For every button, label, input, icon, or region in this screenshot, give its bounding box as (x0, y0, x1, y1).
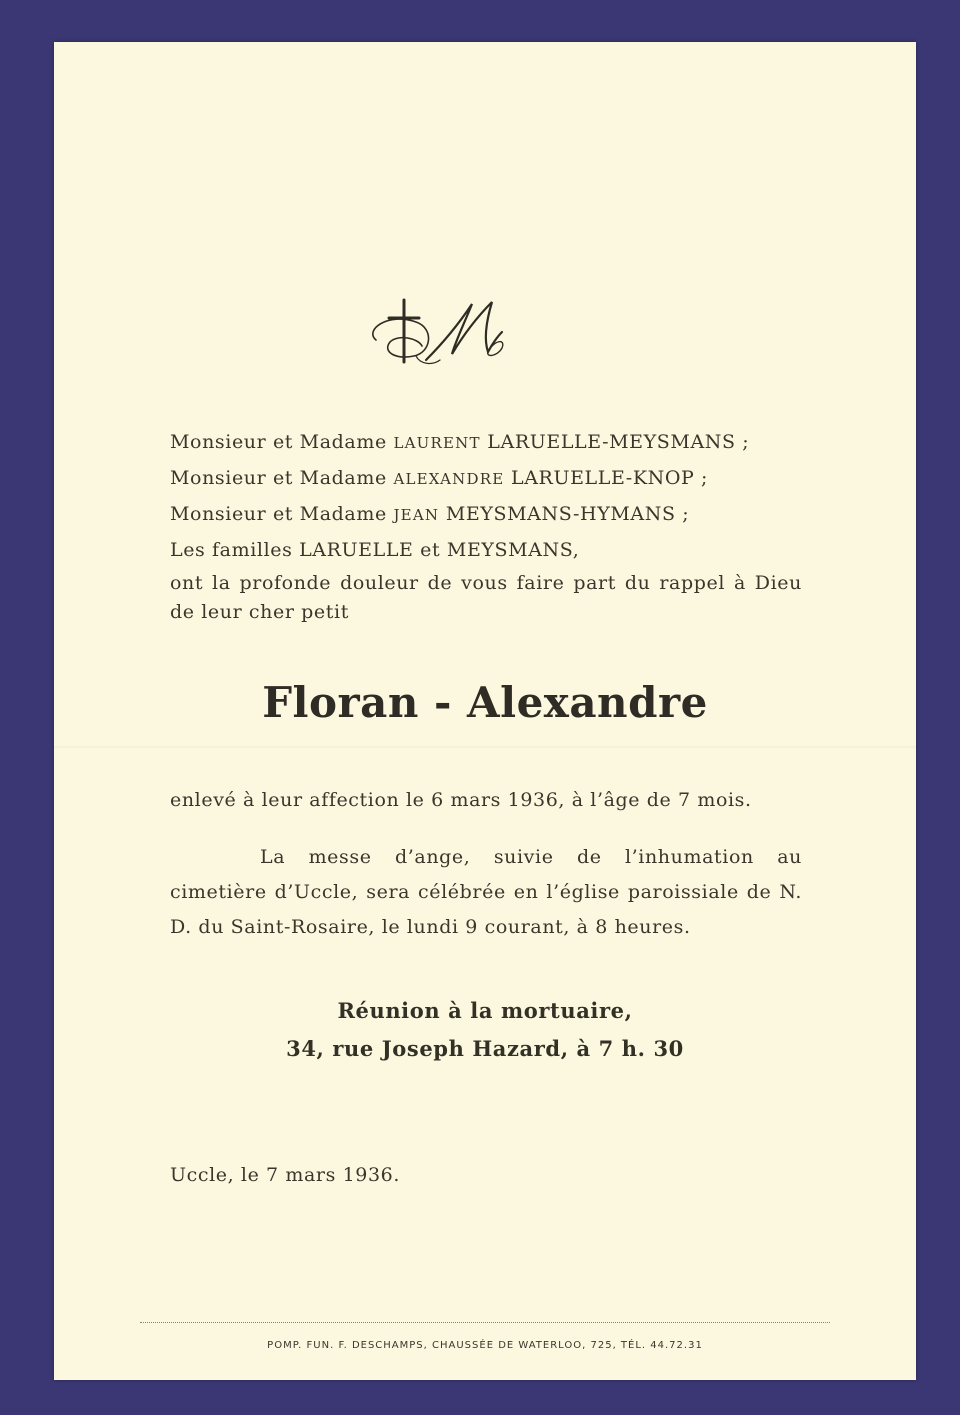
paper-fold (54, 746, 916, 749)
place-date: Uccle, le 7 mars 1936. (170, 1164, 400, 1186)
family-prefix: Monsieur et Madame (170, 503, 394, 525)
meeting-line-1: Réunion à la mortuaire, (337, 998, 633, 1023)
family-first-name: LAURENT (393, 434, 481, 452)
family-last-name: MEYSMANS-HYMANS ; (439, 503, 690, 525)
printer-imprint: POMP. FUN. F. DESCHAMPS, CHAUSSÉE DE WATERLOO, 725, TÉL. 44.72.31 (267, 1340, 703, 1351)
family-first-name: ALEXANDRE (393, 470, 505, 488)
intro-text: ont la profonde douleur de vous faire part du rappel à Dieu de leur cher petit (170, 572, 802, 623)
dotted-divider (140, 1322, 830, 1323)
meeting-line-2: 34, rue Joseph Hazard, à 7 h. 30 (286, 1036, 684, 1061)
family-line-3 (170, 496, 802, 532)
family-line-2 (170, 460, 802, 496)
removed-text: enlevé à leur affection le 6 mars 1936, à l’âge de 7 mois. (170, 789, 752, 811)
deceased-name: Floran - Alexandre (262, 678, 708, 727)
family-list (170, 424, 802, 568)
mass-text: La messe d’ange, suivie de l’inhumation au cimetière d’Uccle, sera célébrée en l’église paroissiale de N. D. du Saint-Rosaire, le lundi 9 courant, à 8 heures. (170, 846, 802, 938)
family-prefix: Monsieur et Madame (170, 467, 394, 489)
cross-monogram-icon (356, 282, 516, 382)
family-last-name: LARUELLE-MEYSMANS ; (480, 431, 750, 453)
family-name-1: LARUELLE (299, 539, 414, 561)
families-prefix: Les familles (170, 539, 300, 561)
family-name-2: MEYSMANS, (446, 539, 580, 561)
family-prefix: Monsieur et Madame (170, 431, 394, 453)
family-first-name: JEAN (393, 506, 440, 524)
family-last-name: LARUELLE-KNOP ; (504, 467, 709, 489)
mass-paragraph (170, 840, 802, 945)
family-line-1 (170, 424, 802, 460)
family-line-4 (170, 532, 802, 568)
mourning-card (54, 42, 916, 1380)
families-conjunction: et (413, 539, 447, 561)
